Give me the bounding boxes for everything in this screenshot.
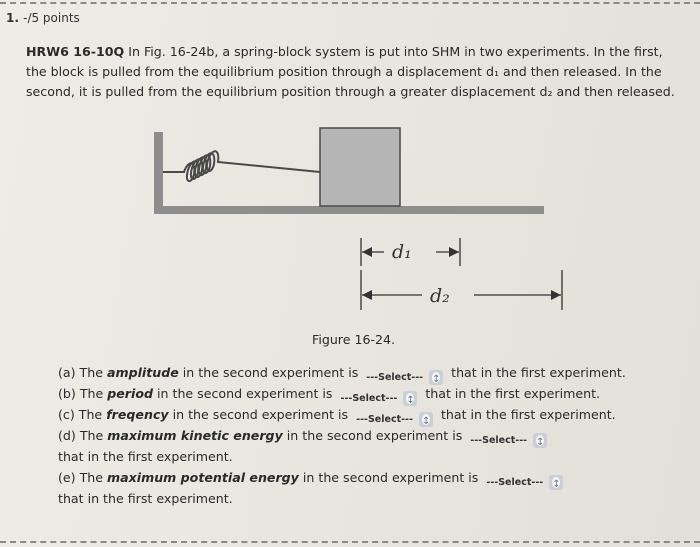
part-d <box>58 425 658 446</box>
d1-label: d₁ <box>392 241 412 263</box>
select-arrows-icon <box>429 370 443 385</box>
d2-label: d₂ <box>430 285 450 307</box>
part-d-suffix: that in the first experiment. <box>58 449 233 464</box>
part-c-middle: in the second experiment is <box>168 407 349 422</box>
part-a-middle: in the second experiment is <box>178 365 359 380</box>
part-d-select-label: ---Select--- <box>470 434 528 446</box>
d2-arrowhead-right <box>551 290 561 300</box>
part-c-suffix: that in the first experiment. <box>440 407 616 422</box>
spring-block-figure <box>154 120 574 320</box>
d1-arrowhead-left <box>362 247 372 257</box>
part-c-prefix: (c) The <box>58 407 107 422</box>
part-a-select-label: ---Select--- <box>366 371 424 383</box>
part-e-select-label: ---Select--- <box>486 476 544 488</box>
part-b-select[interactable] <box>341 387 418 403</box>
select-arrows-icon <box>549 475 563 490</box>
part-d-select[interactable] <box>470 429 547 445</box>
part-d-continued <box>58 446 658 467</box>
top-divider <box>0 2 700 4</box>
block <box>320 128 400 206</box>
d1-arrowhead-right <box>449 247 459 257</box>
part-d-prefix: (d) The <box>58 428 108 443</box>
floor <box>154 206 544 214</box>
question-header <box>6 11 80 25</box>
wall <box>154 132 163 208</box>
part-e <box>58 467 658 488</box>
part-e-emphasis: maximum potential energy <box>107 470 299 485</box>
part-b-select-label: ---Select--- <box>340 392 398 404</box>
part-c-select[interactable] <box>356 408 433 424</box>
part-d-emphasis: maximum kinetic energy <box>107 428 283 443</box>
part-a-suffix: that in the first experiment. <box>451 365 626 380</box>
part-a-select[interactable] <box>366 366 443 382</box>
select-arrows-icon <box>403 391 417 406</box>
part-a-prefix: (a) The <box>58 365 107 380</box>
part-c-emphasis: freqency <box>106 407 169 422</box>
question-points: -/5 points <box>23 11 80 25</box>
part-b <box>58 383 658 404</box>
part-e-select[interactable] <box>486 471 563 487</box>
question-text: In Fig. 16-24b, a spring-block system is put into SHM in two experiments. In the first, the block is pulled from the equilibrium position through a displacement d₁ and then released. In the second, it is pulled from the equilibrium position through a greater displacement d₂ and then released. <box>26 44 675 99</box>
question-code: HRW6 16-10Q <box>26 44 125 59</box>
part-d-middle: in the second experiment is <box>282 428 463 443</box>
part-e-continued <box>58 488 658 509</box>
select-arrows-icon <box>533 433 547 448</box>
d2-arrowhead-left <box>362 290 372 300</box>
part-e-prefix: (e) The <box>58 470 108 485</box>
part-b-prefix: (b) The <box>58 386 108 401</box>
part-c-select-label: ---Select--- <box>356 413 413 425</box>
part-a <box>58 362 658 383</box>
part-e-suffix: that in the first experiment. <box>58 491 233 506</box>
spring <box>163 151 320 181</box>
question-number: 1. <box>6 11 19 25</box>
part-c <box>58 404 658 425</box>
part-b-emphasis: period <box>107 386 154 401</box>
part-a-emphasis: amplitude <box>106 365 179 380</box>
part-b-suffix: that in the first experiment. <box>425 386 601 401</box>
question-parts <box>58 362 658 509</box>
select-arrows-icon <box>419 412 433 427</box>
part-e-middle: in the second experiment is <box>298 470 479 485</box>
figure-caption: Figure 16-24. <box>312 332 396 347</box>
bottom-divider <box>0 541 700 543</box>
part-b-middle: in the second experiment is <box>153 386 333 401</box>
question-prompt <box>26 42 676 102</box>
